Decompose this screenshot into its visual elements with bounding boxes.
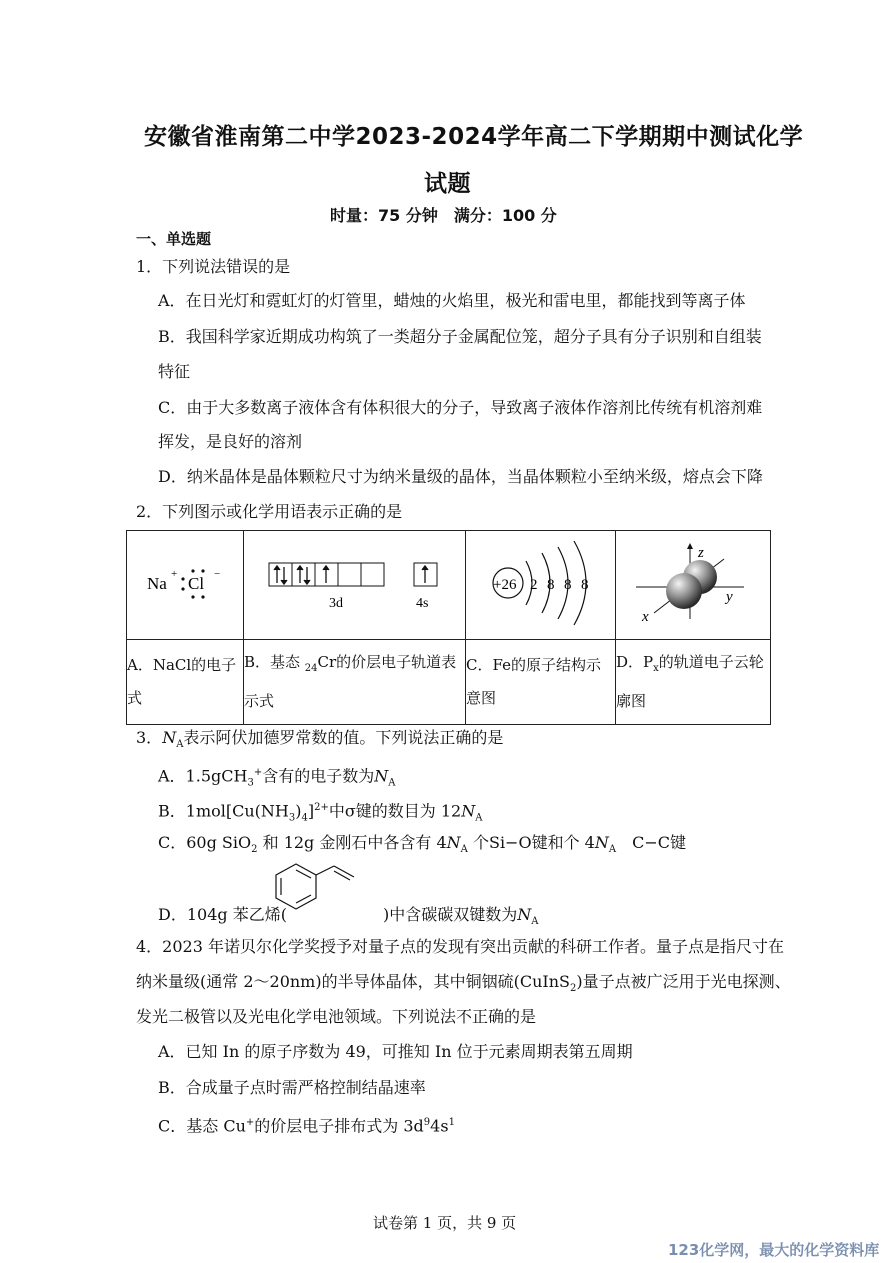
question-2-table: [126, 530, 771, 725]
cell-b-figure: [244, 531, 466, 640]
question-1-option-b-cont: 特征: [158, 362, 191, 381]
question-1-option-b: B．我国科学家近期成功构筑了一类超分子金属配位笼，超分子具有分子识别和自组装: [158, 327, 762, 346]
exam-meta: 时量：75 分钟 满分：100 分: [330, 206, 557, 225]
cr-orbital-diagram: [244, 531, 465, 635]
page-footer: 试卷第 1 页，共 9 页: [373, 1214, 517, 1232]
question-4-stem-line2: 纳米量级(通常 2～20nm)的半导体晶体，其中铜铟硫(CuInS$_2$)量子点被广泛用于光电探测、: [136, 972, 791, 995]
shell-1-electrons: 2: [530, 577, 538, 593]
label-4s: 4s: [416, 596, 429, 611]
cell-d-figure: [616, 531, 771, 640]
cell-c-figure: [466, 531, 616, 640]
label-3d: 3d: [329, 596, 343, 611]
question-4-stem-line1: 4．2023 年诺贝尔化学奖授予对量子点的发现有突出贡献的科研工作者。量子点是指尺寸在: [136, 937, 784, 956]
question-1-stem: 1．下列说法错误的是: [136, 257, 291, 276]
axis-z-label: z: [698, 545, 704, 561]
question-3-option-a: A．1.5gCH$_3$+含有的电子数为$N_A$: [158, 766, 396, 789]
page-title-line2: 试题: [424, 171, 471, 197]
section-heading: 一、单选题: [136, 230, 212, 248]
caption-d: D．$P_x$的轨道电子云轮廓图: [616, 640, 771, 725]
question-4-stem-line3: 发光二极管以及光电化学电池领域。下列说法不正确的是: [136, 1007, 537, 1026]
na-symbol: Na: [147, 574, 167, 593]
question-1-option-c-cont: 挥发，是良好的溶剂: [158, 432, 303, 451]
svg-text:+: +: [171, 568, 178, 580]
axis-x-label: x: [642, 609, 649, 625]
question-3-option-c: C．60g SiO$_2$ 和 12g 金刚石中各含有 $4N_A$ 个Si−O键和个 $4N_A$ C−C键: [158, 833, 686, 856]
question-3-option-d: D．104g 苯乙烯( )中含碳碳双键数为$N_A$: [158, 905, 539, 928]
question-4-option-b: B．合成量子点时需严格控制结晶速率: [158, 1078, 426, 1097]
px-orbital-figure: [616, 531, 770, 635]
question-3-option-b: B．$1mol[Cu(NH_3)_4]^{2+}$中σ键的数目为 $12N_A$: [158, 801, 483, 824]
nacl-electron-dot-figure: [127, 531, 243, 635]
axis-y-label: y: [726, 589, 733, 605]
watermark: 123化学网，最大的化学资料库: [668, 1241, 880, 1259]
cl-symbol: Cl: [188, 574, 205, 593]
caption-b: B．基态 $_{24}$Cr的价层电子轨道表示式: [244, 640, 466, 725]
svg-text:−: −: [214, 568, 221, 580]
shell-4-electrons: 8: [581, 577, 589, 593]
question-1-option-d: D．纳米晶体是晶体颗粒尺寸为纳米量级的晶体，当晶体颗粒小至纳米级，熔点会下降: [158, 467, 763, 486]
question-1-option-c: C．由于大多数离子液体含有体积很大的分子，导致离子液体作溶剂比传统有机溶剂难: [158, 398, 763, 417]
question-2-stem: 2．下列图示或化学用语表示正确的是: [136, 502, 403, 521]
shell-2-electrons: 8: [547, 577, 555, 593]
question-4-option-c: C．基态 Cu+的价层电子排布式为 $3d^94s^1$: [158, 1116, 455, 1136]
cell-a-figure: [127, 531, 244, 640]
question-4-option-a: A．已知 In 的原子序数为 49，可推知 In 位于元素周期表第五周期: [158, 1042, 633, 1061]
page-title: 安徽省淮南第二中学2023-2024学年高二下学期期中测试化学: [144, 124, 804, 150]
question-3-stem: 3．$N_A$表示阿伏加德罗常数的值。下列说法正确的是: [136, 728, 504, 751]
shell-3-electrons: 8: [564, 577, 572, 593]
nucleus-charge: +26: [493, 577, 517, 593]
caption-c: C．Fe的原子结构示意图: [466, 640, 616, 725]
question-1-option-a: A．在日光灯和霓虹灯的灯管里，蜡烛的火焰里，极光和雷电里，都能找到等离子体: [158, 291, 746, 310]
fe-atomic-structure-figure: [466, 531, 615, 635]
caption-a: A．NaCl的电子式: [127, 640, 244, 725]
